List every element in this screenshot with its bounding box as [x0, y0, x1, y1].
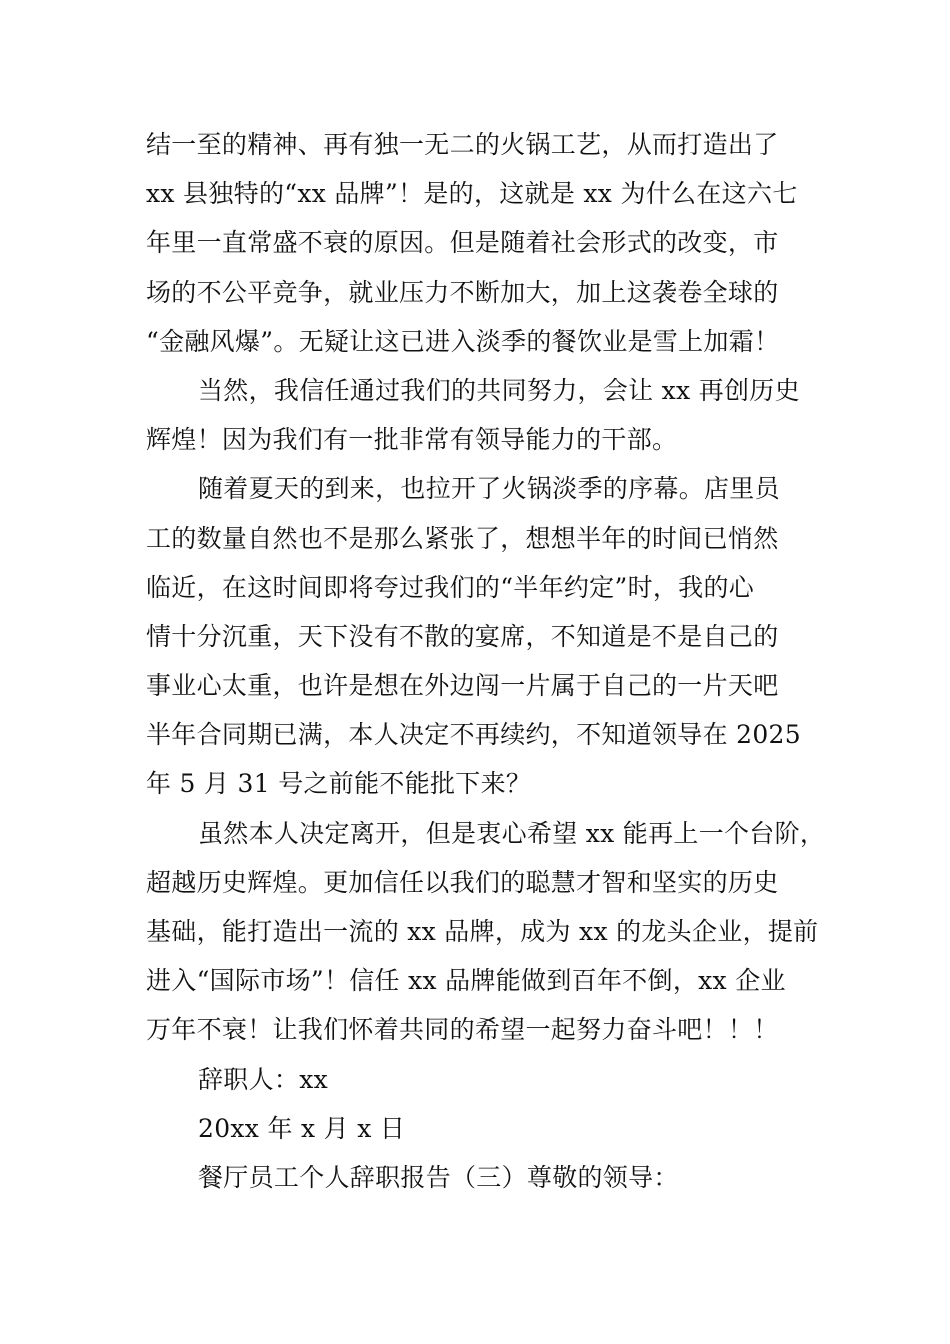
paragraph-start-line-15: 虽然本人决定离开，但是衷心希望 xx 能再上一个台阶，	[198, 818, 826, 848]
signature-resigner: 辞职人：xx	[198, 1064, 328, 1094]
document-body	[146, 127, 826, 1209]
text-line-18: 进入“国际市场”！信任 xx 品牌能做到百年不倒，xx 企业	[146, 966, 786, 996]
text-line-16: 超越历史辉煌。更加信任以我们的聪慧才智和坚实的历史	[146, 867, 779, 897]
text-line-19: 万年不衰！让我们怀着共同的希望一起努力奋斗吧！！！	[146, 1015, 779, 1045]
text-line-13: 半年合同期已满，本人决定不再续约，不知道领导在 2025	[146, 720, 801, 750]
text-line-14: 年 5 月 31 号之前能不能批下来？	[146, 769, 532, 799]
next-section-heading: 餐厅员工个人辞职报告（三）尊敬的领导：	[198, 1162, 679, 1192]
text-line-17: 基础，能打造出一流的 xx 品牌，成为 xx 的龙头企业，提前	[146, 917, 819, 946]
paragraph-start-line-8: 随着夏天的到来，也拉开了火锅淡季的序幕。店里员	[198, 474, 780, 504]
text-line-1: 结一至的精神、再有独一无二的火锅工艺，从而打造出了	[146, 130, 779, 159]
signature-date: 20xx 年 x 月 x 日	[198, 1113, 406, 1143]
text-line-4: 场的不公平竞争，就业压力不断加大，加上这袭卷全球的	[146, 277, 779, 307]
text-line-10: 临近，在这时间即将夸过我们的“半年约定”时，我的心	[146, 572, 755, 602]
text-line-12: 事业心太重，也许是想在外边闯一片属于自己的一片天吧	[146, 671, 779, 701]
text-line-5: “金融风爆”。无疑让这已进入淡季的餐饮业是雪上加霜！	[146, 326, 780, 356]
text-line-9: 工的数量自然也不是那么紧张了，想想半年的时间已悄然	[146, 523, 779, 553]
text-line-2: xx 县独特的“xx 品牌”！是的，这就是 xx 为什么在这六七	[146, 179, 798, 209]
text-line-7: 辉煌！因为我们有一批非常有领导能力的干部。	[146, 425, 678, 455]
text-line-3: 年里一直常盛不衰的原因。但是随着社会形式的改变，市	[146, 228, 779, 258]
paragraph-start-line-6: 当然，我信任通过我们的共同努力，会让 xx 再创历史	[198, 375, 800, 405]
text-line-11: 情十分沉重，天下没有不散的宴席，不知道是不是自己的	[146, 621, 779, 651]
